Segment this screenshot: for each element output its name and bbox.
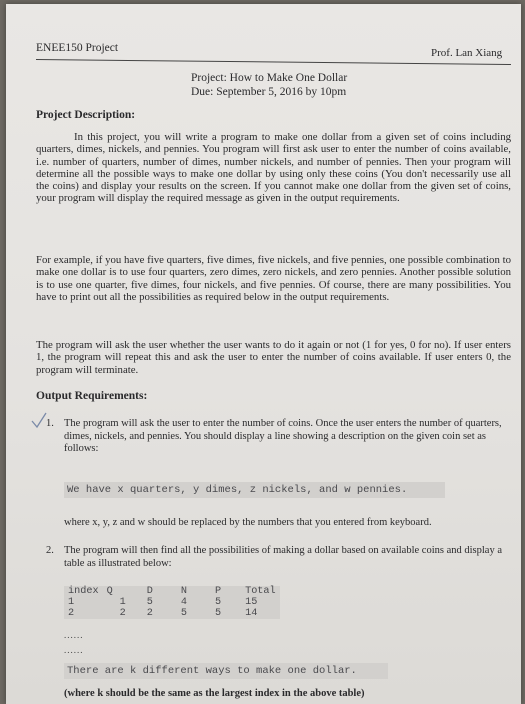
instructor-header: Prof. Lan Xiang [431, 47, 503, 59]
item-2-note: (where k should be the same as the largest index in the above table) [64, 688, 365, 699]
table-cell: 14 [245, 608, 258, 619]
table-cell: 5 [180, 608, 187, 619]
header-rule [36, 59, 511, 65]
item-1-code-example: We have x quarters, y dimes, z nickels, and w pennies. [64, 482, 445, 498]
item-2-number: 2. [46, 545, 54, 556]
ellipsis-dots: ...... [64, 630, 84, 640]
item-2-text: The program will then find all the possibilities of making a dollar based on available coins and display a table as illustrated below: [64, 545, 502, 569]
table-cell: 15 [245, 597, 258, 608]
table-header-cell: index [68, 586, 99, 597]
output-heading: Output Requirements: [36, 390, 148, 402]
table-cell: 1 [68, 597, 75, 608]
table-cell: 2 [146, 608, 153, 619]
description-paragraph-2: For example, if you have five quarters, five dimes, five nickels, and five pennies, one possible combination to make one dollar is to use four quarters, zero dimes, zero nickels, and zero pennies. Another possible solution is to use one quarter, five dimes, four nickels, and five pennies. Of course, there are many possibilities. You have to print out all the possibilities as required below in the output requirements. [36, 254, 511, 303]
table-header-cell: Total [245, 586, 276, 597]
course-header: ENEE150 Project [36, 42, 119, 54]
project-title-block [191, 71, 347, 99]
table-cell: 1 [119, 597, 126, 608]
item-1-note: where x, y, z and w should be replaced by the numbers that you entered from keyboard. [64, 517, 432, 528]
description-paragraph-3: The program will ask the user whether the user wants to do it again or not (1 for yes, 0 for no). If user enters 1, the program will repeat this and ask the user to enter the number of coins available. If user enters 0, the program will terminate. [36, 339, 511, 376]
item-2-code-example: There are k different ways to make one dollar. [64, 663, 388, 679]
description-paragraph-1: In this project, you will write a program to make one dollar from a given set of coins including quarters, dimes, nickels, and pennies. You program will first ask user to enter the number of coins available, i.e. number of quarters, number of dimes, number nickels, and number of pennies. Then your program will determine all the possible ways to make one dollar by using only these coins (You don't necessarily use all the coins) and display your results on the screen. If you cannot make one dollar from the given set of coins, your program will display the required message as given in the output requirements. [36, 131, 511, 205]
table-header-row [64, 586, 280, 597]
ellipsis-dots: ...... [64, 645, 84, 655]
table-cell: 5 [214, 608, 222, 619]
item-1-number: 1. [46, 418, 54, 429]
table-header-cell: N [180, 586, 187, 597]
table-header-cell: P [214, 586, 222, 597]
description-heading: Project Description: [36, 109, 136, 121]
table-cell: 2 [68, 608, 75, 619]
item-1-text: The program will ask the user to enter the number of coins. Once the user enters the number of quarters, dimes, nickels, and pennies. You should display a line showing a description on the given coin set as follows: [64, 418, 502, 454]
document-page [6, 4, 521, 704]
table-cell: 2 [119, 608, 126, 619]
table-row [64, 608, 280, 619]
coin-table [64, 586, 280, 619]
table-cell: 5 [214, 597, 222, 608]
table-cell: 4 [180, 597, 187, 608]
table-row [64, 597, 280, 608]
project-title: Project: How to Make One Dollar [191, 72, 348, 84]
table-cell: 5 [146, 597, 153, 608]
table-header-cell: Q [106, 586, 113, 597]
due-date: Due: September 5, 2016 by 10pm [191, 86, 347, 98]
table-header-cell: D [146, 586, 153, 597]
